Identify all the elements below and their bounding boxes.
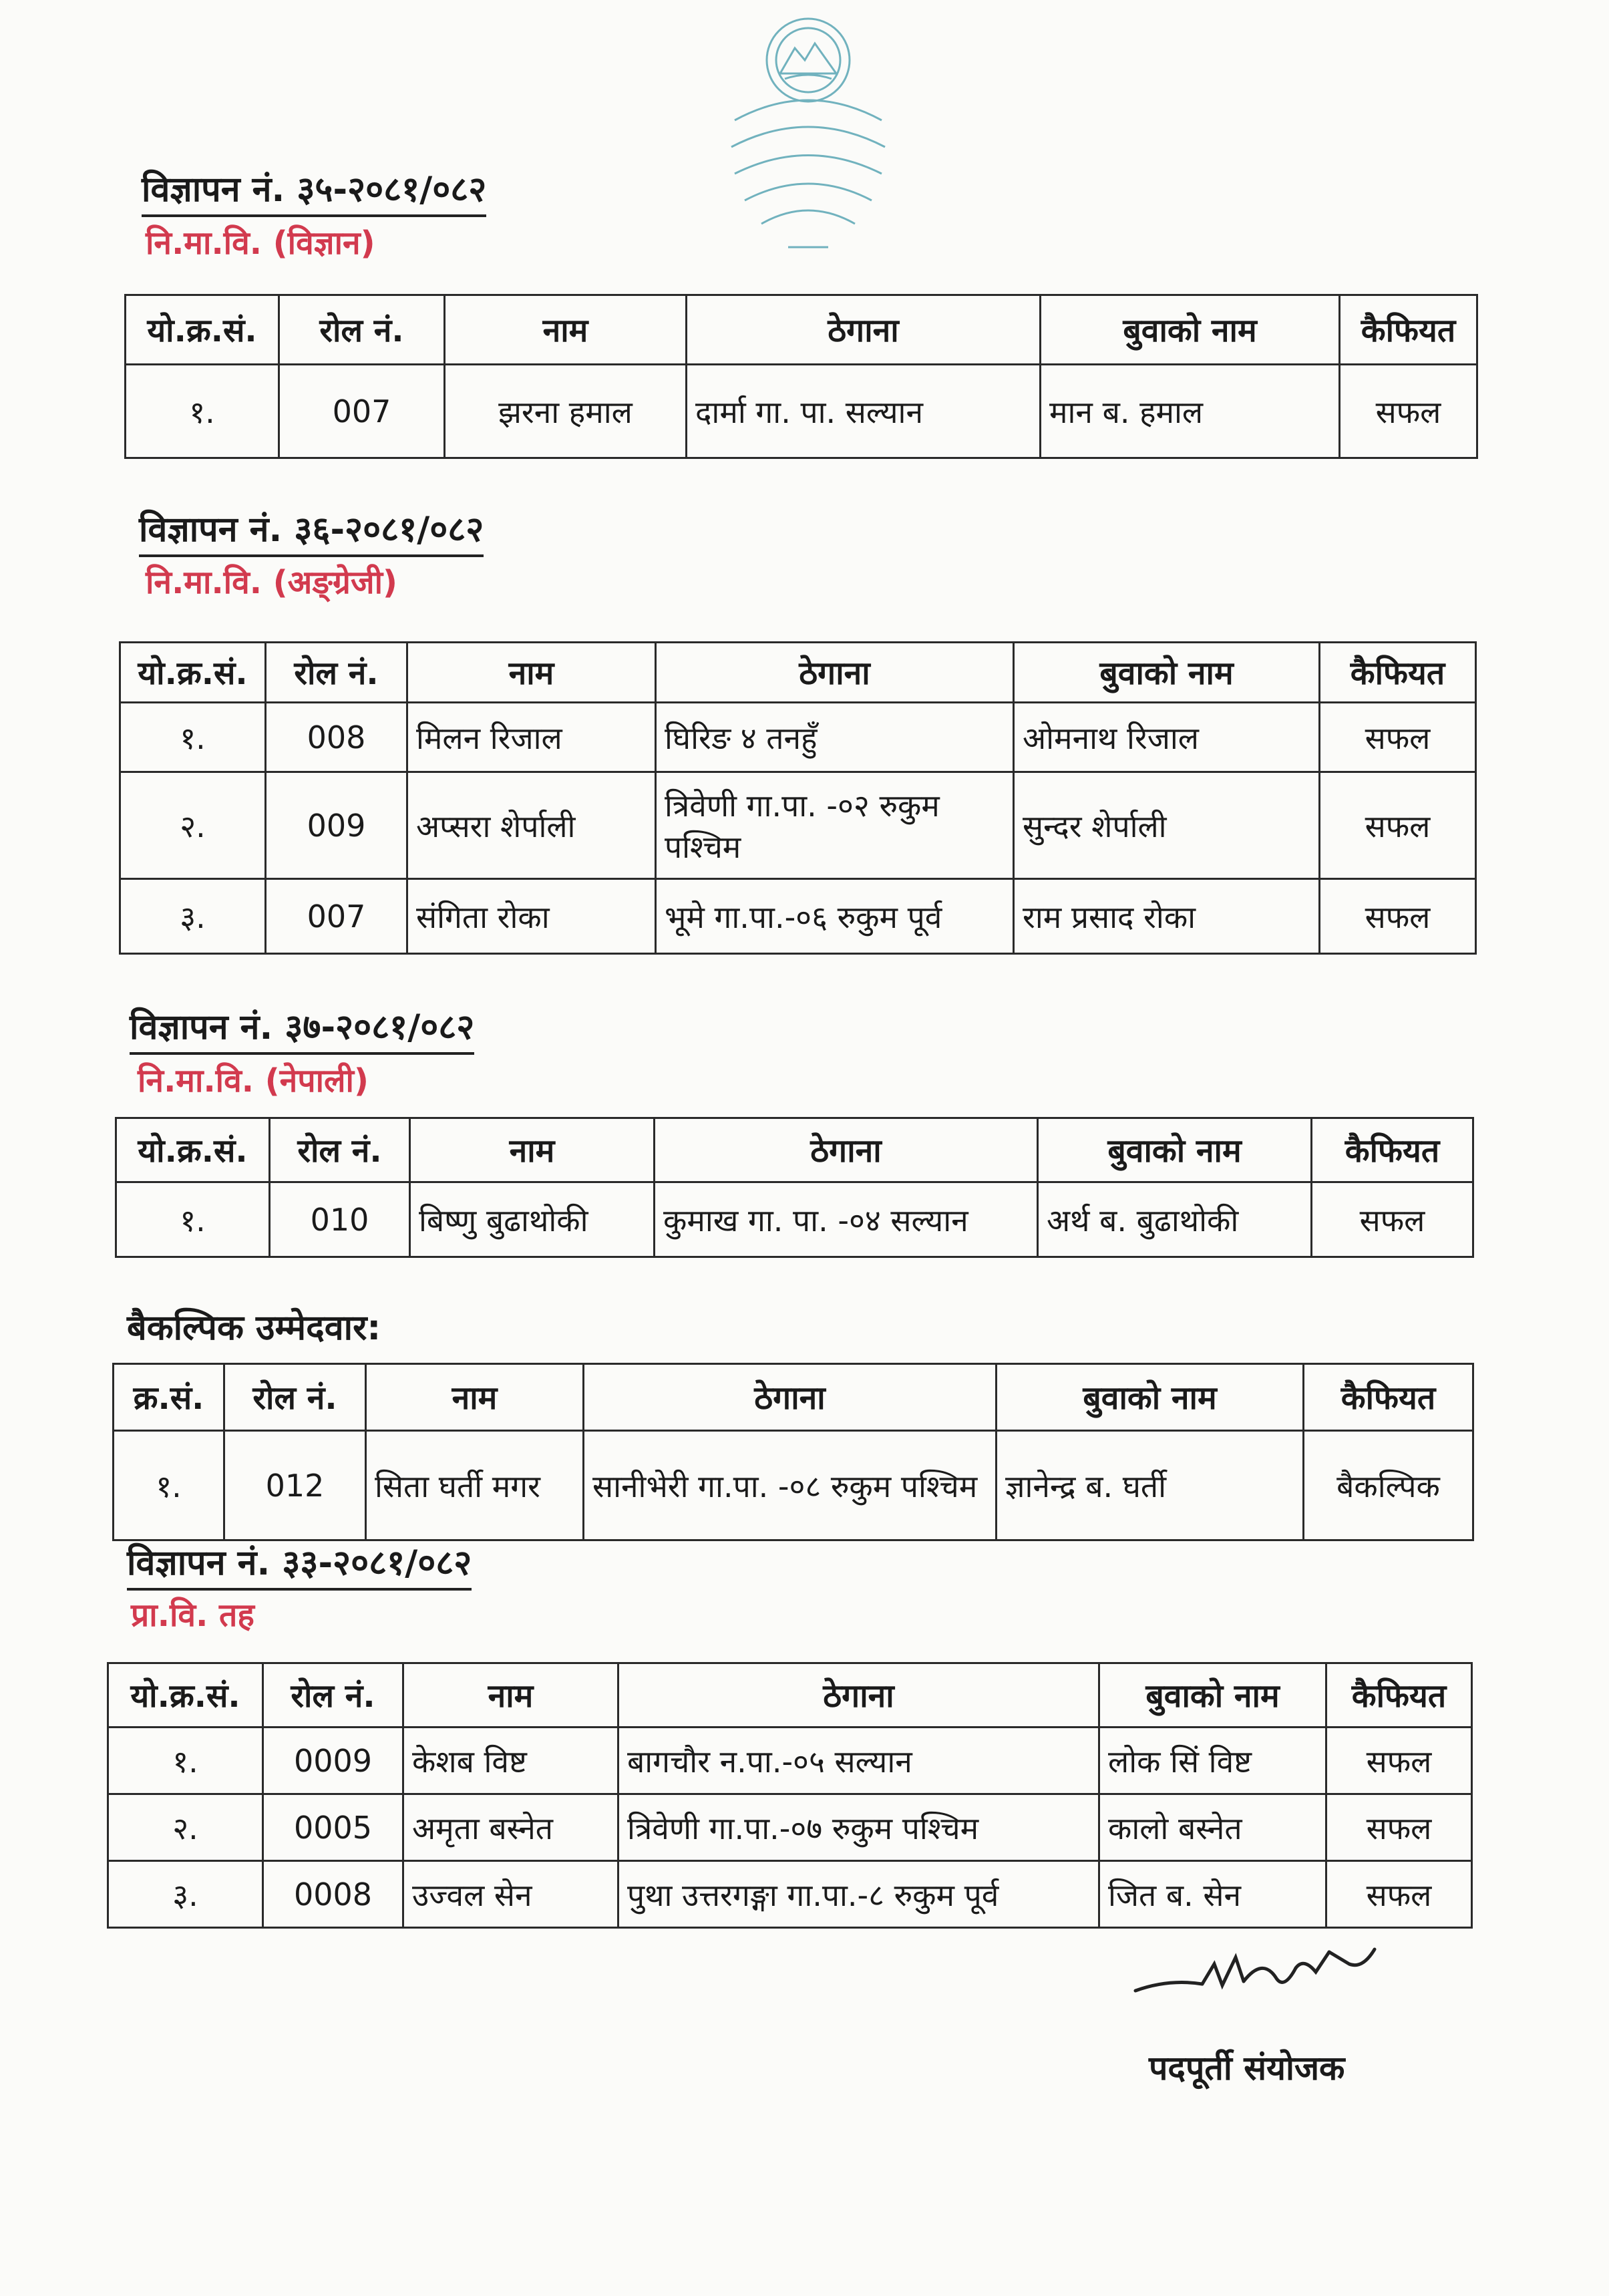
cell-father: ज्ञानेन्द्र ब. घर्ती xyxy=(997,1431,1304,1540)
cell-father: ओमनाथ रिजाल xyxy=(1014,703,1320,772)
header-sn: क्र.सं. xyxy=(114,1364,224,1431)
cell-remarks: सफल xyxy=(1320,703,1476,772)
table-row xyxy=(108,1728,1472,1794)
cell-roll: 008 xyxy=(266,703,407,772)
table-row xyxy=(108,1794,1472,1861)
cell-remarks: सफल xyxy=(1326,1794,1472,1861)
section-2-level: नि.मा.वि. (अङ्ग्रेजी) xyxy=(146,564,397,601)
cell-father: मान ब. हमाल xyxy=(1041,365,1340,458)
header-remarks: कैफियत xyxy=(1304,1364,1473,1431)
cell-remarks: सफल xyxy=(1312,1182,1473,1257)
cell-remarks: सफल xyxy=(1326,1728,1472,1794)
office-seal-icon xyxy=(708,7,908,267)
cell-name: संगिता रोका xyxy=(407,879,656,954)
header-father: बुवाको नाम xyxy=(1041,295,1340,365)
header-name: नाम xyxy=(407,643,656,703)
table-row xyxy=(116,1182,1473,1257)
section-3-adv-no: विज्ञापन नं. ३७-२०८१/०८२ xyxy=(130,1002,474,1055)
cell-sn: १. xyxy=(126,365,279,458)
cell-roll: 007 xyxy=(279,365,445,458)
header-address: ठेगाना xyxy=(655,1118,1038,1182)
cell-roll: 0009 xyxy=(263,1728,403,1794)
cell-name: मिलन रिजाल xyxy=(407,703,656,772)
header-address: ठेगाना xyxy=(618,1663,1099,1728)
header-sn: यो.क्र.सं. xyxy=(120,643,266,703)
section-5-table xyxy=(107,1662,1473,1929)
section-1-adv-no: विज्ञापन नं. ३५-२०८१/०८२ xyxy=(142,164,486,217)
cell-remarks: सफल xyxy=(1326,1861,1472,1928)
cell-name: उज्वल सेन xyxy=(403,1861,618,1928)
cell-address: भूमे गा.पा.-०६ रुकुम पूर्व xyxy=(656,879,1014,954)
cell-address: पुथा उत्तरगङ्गा गा.पा.-८ रुकुम पूर्व xyxy=(618,1861,1099,1928)
cell-address: बागचौर न.पा.-०५ सल्यान xyxy=(618,1728,1099,1794)
table-row xyxy=(114,1431,1473,1540)
cell-roll: 0005 xyxy=(263,1794,403,1861)
cell-father: कालो बस्नेत xyxy=(1099,1794,1326,1861)
cell-roll: 0008 xyxy=(263,1861,403,1928)
section-3-level: नि.मा.वि. (नेपाली) xyxy=(138,1062,369,1100)
cell-sn: १. xyxy=(120,703,266,772)
cell-sn: १. xyxy=(114,1431,224,1540)
cell-sn: १. xyxy=(116,1182,270,1257)
cell-remarks: सफल xyxy=(1340,365,1477,458)
header-father: बुवाको नाम xyxy=(1099,1663,1326,1728)
section-1-table xyxy=(124,294,1478,459)
cell-address: दार्मा गा. पा. सल्यान xyxy=(687,365,1041,458)
cell-father: जित ब. सेन xyxy=(1099,1861,1326,1928)
cell-remarks: सफल xyxy=(1320,879,1476,954)
cell-name: बिष्णु बुढाथोकी xyxy=(410,1182,655,1257)
header-roll: रोल नं. xyxy=(270,1118,410,1182)
cell-sn: ३. xyxy=(120,879,266,954)
table-row xyxy=(120,703,1476,772)
cell-sn: २. xyxy=(108,1794,263,1861)
header-name: नाम xyxy=(366,1364,584,1431)
section-2-adv-no: विज्ञापन नं. ३६-२०८१/०८२ xyxy=(139,504,484,557)
cell-father: सुन्दर शेर्पाली xyxy=(1014,772,1320,879)
cell-sn: ३. xyxy=(108,1861,263,1928)
cell-address: कुमाख गा. पा. -०४ सल्यान xyxy=(655,1182,1038,1257)
cell-remarks: बैकल्पिक xyxy=(1304,1431,1473,1540)
header-address: ठेगाना xyxy=(656,643,1014,703)
cell-name: सिता घर्ती मगर xyxy=(366,1431,584,1540)
header-father: बुवाको नाम xyxy=(1038,1118,1312,1182)
cell-name: झरना हमाल xyxy=(445,365,687,458)
table-row xyxy=(120,772,1476,879)
table-row xyxy=(126,365,1477,458)
header-remarks: कैफियत xyxy=(1320,643,1476,703)
cell-father: अर्थ ब. बुढाथोकी xyxy=(1038,1182,1312,1257)
header-name: नाम xyxy=(445,295,687,365)
header-name: नाम xyxy=(410,1118,655,1182)
table-row xyxy=(120,879,1476,954)
cell-name: अप्सरा शेर्पाली xyxy=(407,772,656,879)
cell-sn: १. xyxy=(108,1728,263,1794)
header-father: बुवाको नाम xyxy=(997,1364,1304,1431)
header-roll: रोल नं. xyxy=(266,643,407,703)
header-remarks: कैफियत xyxy=(1326,1663,1472,1728)
section-5-adv-no: विज्ञापन नं. ३३-२०८१/०८२ xyxy=(127,1538,472,1591)
cell-father: राम प्रसाद रोका xyxy=(1014,879,1320,954)
header-remarks: कैफियत xyxy=(1340,295,1477,365)
cell-roll: 009 xyxy=(266,772,407,879)
table-row xyxy=(108,1861,1472,1928)
header-roll: रोल नं. xyxy=(224,1364,366,1431)
header-sn: यो.क्र.सं. xyxy=(116,1118,270,1182)
cell-name: केशब विष्ट xyxy=(403,1728,618,1794)
section-4-table xyxy=(112,1363,1474,1541)
header-address: ठेगाना xyxy=(687,295,1041,365)
header-sn: यो.क्र.सं. xyxy=(126,295,279,365)
cell-address: घिरिङ ४ तनहुँ xyxy=(656,703,1014,772)
cell-address: सानीभेरी गा.पा. -०८ रुकुम पश्चिम xyxy=(584,1431,997,1540)
header-sn: यो.क्र.सं. xyxy=(108,1663,263,1728)
header-name: नाम xyxy=(403,1663,618,1728)
alternate-candidate-heading: बैकल्पिक उम्मेदवार: xyxy=(127,1308,381,1348)
cell-roll: 010 xyxy=(270,1182,410,1257)
cell-father: लोक सिं विष्ट xyxy=(1099,1728,1326,1794)
header-roll: रोल नं. xyxy=(279,295,445,365)
cell-remarks: सफल xyxy=(1320,772,1476,879)
section-2-table xyxy=(119,641,1477,955)
cell-roll: 012 xyxy=(224,1431,366,1540)
cell-address: त्रिवेणी गा.पा. -०२ रुकुम पश्चिम xyxy=(656,772,1014,879)
signer-title: पदपूर्ती संयोजक xyxy=(1149,2049,1345,2088)
header-father: बुवाको नाम xyxy=(1014,643,1320,703)
header-remarks: कैफियत xyxy=(1312,1118,1473,1182)
header-address: ठेगाना xyxy=(584,1364,997,1431)
section-5-level: प्रा.वि. तह xyxy=(131,1597,254,1634)
cell-address: त्रिवेणी गा.पा.-०७ रुकुम पश्चिम xyxy=(618,1794,1099,1861)
cell-sn: २. xyxy=(120,772,266,879)
header-roll: रोल नं. xyxy=(263,1663,403,1728)
section-3-table xyxy=(115,1117,1474,1258)
cell-roll: 007 xyxy=(266,879,407,954)
signature-icon xyxy=(1129,1937,1383,2017)
cell-name: अमृता बस्नेत xyxy=(403,1794,618,1861)
section-1-level: नि.मा.वि. (विज्ञान) xyxy=(146,224,375,262)
